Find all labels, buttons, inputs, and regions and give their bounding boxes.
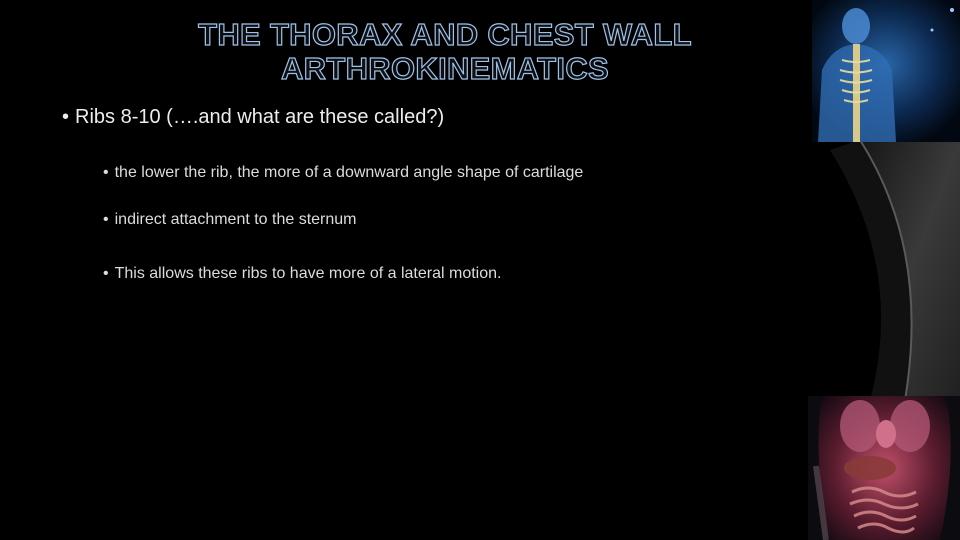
bullet-dot: • <box>103 211 109 228</box>
sub-bullet-text: indirect attachment to the sternum <box>114 211 357 228</box>
sub-bullet-3 <box>103 265 501 283</box>
main-bullet-text: Ribs 8-10 (….and what are these called?) <box>75 106 445 128</box>
bullet-dot: • <box>62 106 70 128</box>
spine-xray-figure <box>812 0 960 142</box>
bullet-dot: • <box>103 164 109 181</box>
title-line-1: THE THORAX AND CHEST WALL <box>198 17 692 52</box>
main-bullet <box>62 106 444 129</box>
sub-bullet-text: the lower the rib, the more of a downward angle shape of cartilage <box>114 164 584 181</box>
torso-organs-figure <box>808 396 960 540</box>
bullet-dot: • <box>103 265 109 282</box>
slide-title <box>90 18 800 86</box>
sub-bullet-1 <box>103 164 583 182</box>
sub-bullet-2 <box>103 211 357 229</box>
title-line-2: ARTHROKINEMATICS <box>281 51 609 86</box>
sub-bullet-text: This allows these ribs to have more of a lateral motion. <box>114 265 502 282</box>
